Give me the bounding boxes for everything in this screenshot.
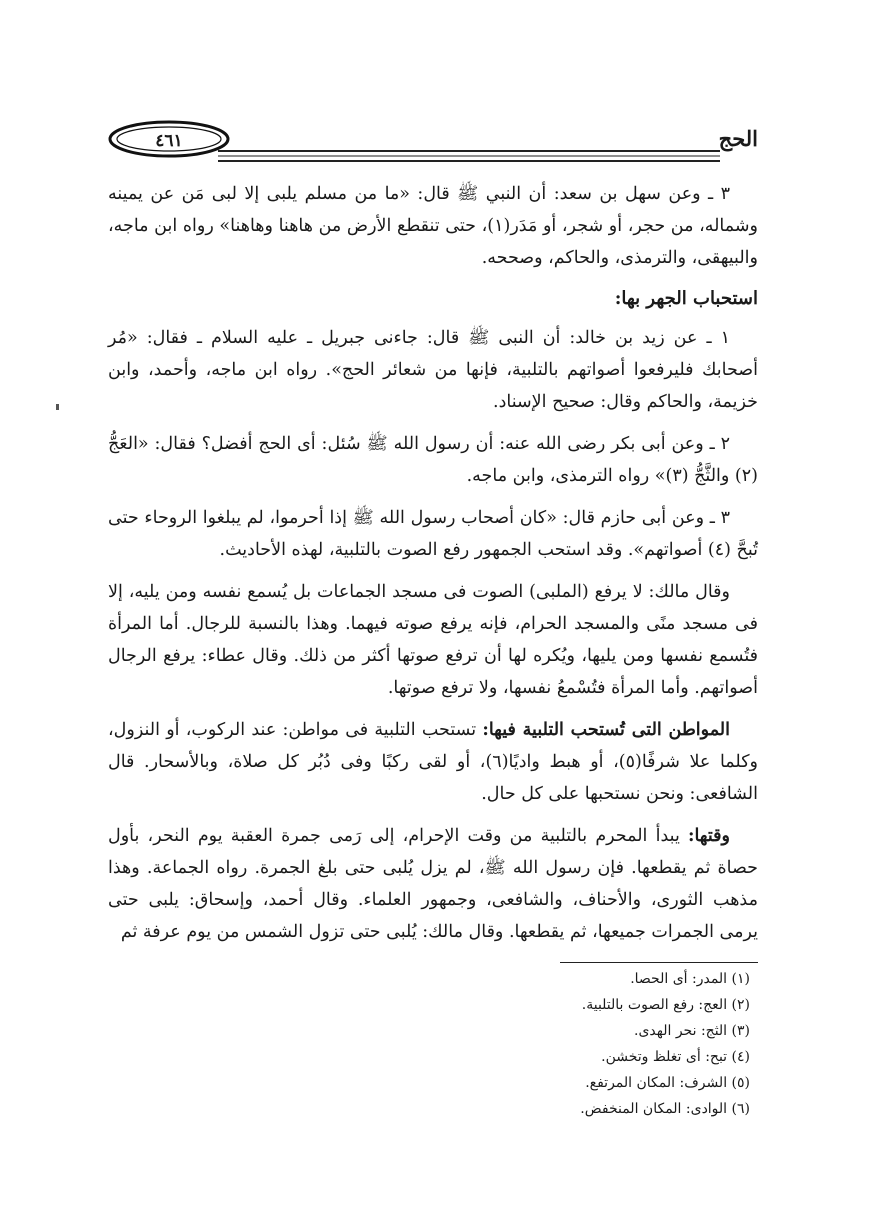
paragraph-abu-bakr-hadith: ٢ ـ وعن أبى بكر رضى الله عنه: أن رسول الله ﷺ سُئل: أى الحج أفضل؟ فقال: «العَجُّ (٢) والثَّجُّ (٣)» رواه الترمذى، وابن ماجه.	[108, 434, 758, 486]
footnotes	[108, 966, 758, 1122]
paragraph-abu-hazim-hadith: ٣ ـ وعن أبى حازم قال: «كان أصحاب رسول الله ﷺ إذا أحرموا، لم يبلغوا الروحاء حتى تُبحَّ (٤) أصواتهم». وقد استحب الجمهور رفع الصوت بالتلبية، لهذه الأحاديث.	[108, 508, 758, 560]
margin-speck	[56, 404, 59, 410]
inline-heading-time: وقتها:	[688, 826, 730, 846]
section-heading-loud-talbiya: استحباب الجهر بها:	[614, 288, 758, 309]
paragraph-talbiya-places	[108, 714, 758, 810]
footnote-divider	[560, 962, 758, 963]
footnote-item: (٢) العج: رفع الصوت بالتلبية.	[581, 997, 750, 1013]
paragraph-text-places: تستحب التلبية فى مواطن: عند الركوب، أو النزول، وكلما علا شرفًا(٥)، أو هبط واديًا(٦)، أو لقى ركبًا وفى دُبُر كل صلاة، وبالأسحار. قال الشافعى: ونحن نستحبها على كل حال.	[108, 720, 759, 804]
page-header	[108, 118, 758, 170]
footnote-item: (٤) تبح: أى تغلظ وتخشن.	[601, 1049, 750, 1065]
paragraph-text-time: يبدأ المحرم بالتلبية من وقت الإحرام، إلى رَمى جمرة العقبة يوم النحر، بأول حصاة ثم يقطعها. فإن رسول الله ﷺ، لم يزل يُلبى حتى بلغ الجمرة. رواه الجماعة. وهذا مذهب الثورى، والأحناف، والشافعى، وجمهور العلماء. وقال أحمد، وإسحاق: يلبى حتى يرمى الجمرات جميعها، ثم يقطعها. وقال مالك: يُلبى حتى تزول الشمس من يوم عرفة ثم	[108, 826, 758, 942]
chapter-title: الحج	[718, 126, 758, 151]
paragraph-sahl-hadith: ٣ ـ وعن سهل بن سعد: أن النبي ﷺ قال: «ما من مسلم يلبى إلا لبى مَن عن يمينه وشماله، من حجر، أو شجر، أو مَدَر(١)، حتى تنقطع الأرض من هاهنا وهاهنا» رواه ابن ماجه، والبيهقى، والترمذى، والحاكم، وصححه.	[108, 184, 758, 268]
footnote-item: (٥) الشرف: المكان المرتفع.	[585, 1075, 750, 1091]
page-body	[108, 178, 758, 958]
page-number: ٤٦١	[155, 131, 183, 151]
paragraph-malik-opinion: وقال مالك: لا يرفع (الملبى) الصوت فى مسجد الجماعات بل يُسمع نفسه ومن يليه، إلا فى مسجد منًى والمسجد الحرام، فإنه يرفع صوته فيهما. وهذا بالنسبة للرجال. أما المرأة فتُسمع نفسها ومن يليها، ويُكره لها أن ترفع صوتها أكثر من ذلك. وقال عطاء: يرفع الرجال أصواتهم. وأما المرأة فتُسْمعُ نفسها، ولا ترفع صوتها.	[108, 582, 758, 698]
footnote-item: (٣) الثج: نحر الهدى.	[634, 1023, 750, 1039]
paragraph-talbiya-time	[108, 820, 758, 948]
paragraph-zayd-hadith: ١ ـ عن زيد بن خالد: أن النبى ﷺ قال: جاءنى جبريل ـ عليه السلام ـ فقال: «مُر أصحابك فليرفعوا أصواتهم بالتلبية، فإنها من شعائر الحج». رواه ابن ماجه، وأحمد، وابن خزيمة، والحاكم وقال: صحيح الإسناد.	[108, 328, 758, 412]
footnote-item: (١) المدر: أى الحصا.	[630, 971, 750, 987]
inline-heading-places: المواطن التى تُستحب التلبية فيها:	[482, 720, 731, 740]
footnote-item: (٦) الوادى: المكان المنخفض.	[580, 1101, 750, 1117]
